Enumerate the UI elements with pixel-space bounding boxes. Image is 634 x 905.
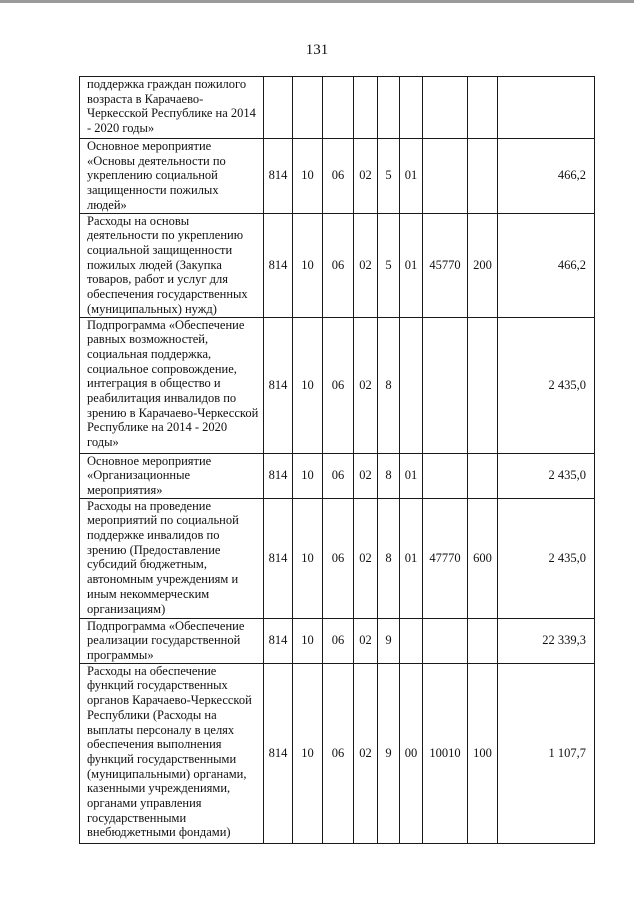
- row-expense-type-cell: [468, 77, 498, 139]
- row-name-cell: Расходы на обеспечение функций государственных органов Карачаево-Черкесской Республики (Расходы на выплаты персоналу в целях обеспечения выполнения функций государственными (муниципальными) органами, казенными учреждениями, органами управления государственными внебюджетными фондами): [80, 663, 264, 843]
- row-direction-code-cell: 10010: [423, 663, 468, 843]
- table-row: [80, 139, 595, 214]
- row-name-cell: Подпрограмма «Обеспечение равных возможностей, социальная поддержка, социальное сопровождение, интеграция в общество и реабилитация инвалидов по зрению в Карачаево-Черкесской Республике на 2014 - 2020 годы»: [80, 317, 264, 453]
- row-pr-code-cell: 06: [323, 317, 354, 453]
- page-number: 131: [305, 42, 329, 58]
- row-gr-code-cell: 814: [264, 453, 293, 498]
- row-gr-code-cell: 814: [264, 498, 293, 618]
- row-subprogram-code-cell: 9: [378, 618, 400, 663]
- row-pr-code-cell: 06: [323, 453, 354, 498]
- row-gr-code-cell: 814: [264, 317, 293, 453]
- row-subprogram-code-cell: 8: [378, 453, 400, 498]
- row-name-cell: Подпрограмма «Обеспечение реализации государственной программы»: [80, 618, 264, 663]
- row-rz-code-cell: 10: [293, 498, 323, 618]
- row-amount-cell: [498, 77, 595, 139]
- row-direction-code-cell: [423, 77, 468, 139]
- row-subprogram-code-cell: [378, 77, 400, 139]
- row-name-cell: Расходы на проведение мероприятий по социальной поддержке инвалидов по зрению (Предоставление субсидий бюджетным, автономным учреждениям и иным некоммерческим организациям): [80, 498, 264, 618]
- row-direction-code-cell: [423, 317, 468, 453]
- row-amount-cell: 1 107,7: [498, 663, 595, 843]
- row-event-code-cell: [400, 317, 423, 453]
- row-rz-code-cell: [293, 77, 323, 139]
- row-event-code-cell: 01: [400, 213, 423, 317]
- row-event-code-cell: [400, 618, 423, 663]
- table-row: [80, 453, 595, 498]
- row-expense-type-cell: [468, 453, 498, 498]
- row-direction-code-cell: [423, 139, 468, 214]
- row-direction-code-cell: [423, 453, 468, 498]
- row-expense-type-cell: 100: [468, 663, 498, 843]
- row-expense-type-cell: [468, 139, 498, 214]
- row-program-code-cell: 02: [354, 453, 378, 498]
- row-gr-code-cell: 814: [264, 213, 293, 317]
- row-subprogram-code-cell: 5: [378, 213, 400, 317]
- row-event-code-cell: [400, 77, 423, 139]
- scan-top-edge: [0, 0, 634, 3]
- row-amount-cell: 2 435,0: [498, 498, 595, 618]
- row-rz-code-cell: 10: [293, 663, 323, 843]
- table-row: [80, 213, 595, 317]
- row-subprogram-code-cell: 8: [378, 317, 400, 453]
- row-name-cell: Расходы на основы деятельности по укреплению социальной защищенности пожилых людей (Закупка товаров, работ и услуг для обеспечения государственных (муниципальных) нужд): [80, 213, 264, 317]
- table-row: [80, 498, 595, 618]
- row-direction-code-cell: [423, 618, 468, 663]
- row-pr-code-cell: 06: [323, 498, 354, 618]
- row-pr-code-cell: [323, 77, 354, 139]
- row-pr-code-cell: 06: [323, 618, 354, 663]
- row-name-cell: поддержка граждан пожилого возраста в Карачаево-Черкесской Республике на 2014 - 2020 годы»: [80, 77, 264, 139]
- row-direction-code-cell: 47770: [423, 498, 468, 618]
- row-rz-code-cell: 10: [293, 453, 323, 498]
- row-event-code-cell: 01: [400, 453, 423, 498]
- row-pr-code-cell: 06: [323, 139, 354, 214]
- row-program-code-cell: 02: [354, 618, 378, 663]
- row-program-code-cell: 02: [354, 317, 378, 453]
- row-program-code-cell: 02: [354, 498, 378, 618]
- row-amount-cell: 466,2: [498, 213, 595, 317]
- row-gr-code-cell: [264, 77, 293, 139]
- row-program-code-cell: 02: [354, 213, 378, 317]
- row-amount-cell: 22 339,3: [498, 618, 595, 663]
- row-event-code-cell: 01: [400, 139, 423, 214]
- row-program-code-cell: [354, 77, 378, 139]
- row-pr-code-cell: 06: [323, 213, 354, 317]
- budget-table: [79, 76, 595, 844]
- row-amount-cell: 466,2: [498, 139, 595, 214]
- row-subprogram-code-cell: 9: [378, 663, 400, 843]
- row-gr-code-cell: 814: [264, 618, 293, 663]
- row-program-code-cell: 02: [354, 139, 378, 214]
- row-program-code-cell: 02: [354, 663, 378, 843]
- row-pr-code-cell: 06: [323, 663, 354, 843]
- table-row: [80, 663, 595, 843]
- row-expense-type-cell: [468, 317, 498, 453]
- row-rz-code-cell: 10: [293, 317, 323, 453]
- table-row: [80, 77, 595, 139]
- row-name-cell: Основное мероприятие «Основы деятельности по укреплению социальной защищенности пожилых людей»: [80, 139, 264, 214]
- row-rz-code-cell: 10: [293, 139, 323, 214]
- row-expense-type-cell: [468, 618, 498, 663]
- row-expense-type-cell: 600: [468, 498, 498, 618]
- row-gr-code-cell: 814: [264, 139, 293, 214]
- row-gr-code-cell: 814: [264, 663, 293, 843]
- row-event-code-cell: 00: [400, 663, 423, 843]
- row-direction-code-cell: 45770: [423, 213, 468, 317]
- budget-table-body: [80, 77, 595, 844]
- table-row: [80, 618, 595, 663]
- row-subprogram-code-cell: 5: [378, 139, 400, 214]
- row-amount-cell: 2 435,0: [498, 453, 595, 498]
- row-amount-cell: 2 435,0: [498, 317, 595, 453]
- row-rz-code-cell: 10: [293, 213, 323, 317]
- row-event-code-cell: 01: [400, 498, 423, 618]
- row-rz-code-cell: 10: [293, 618, 323, 663]
- row-name-cell: Основное мероприятие «Организационные мероприятия»: [80, 453, 264, 498]
- row-subprogram-code-cell: 8: [378, 498, 400, 618]
- row-expense-type-cell: 200: [468, 213, 498, 317]
- table-row: [80, 317, 595, 453]
